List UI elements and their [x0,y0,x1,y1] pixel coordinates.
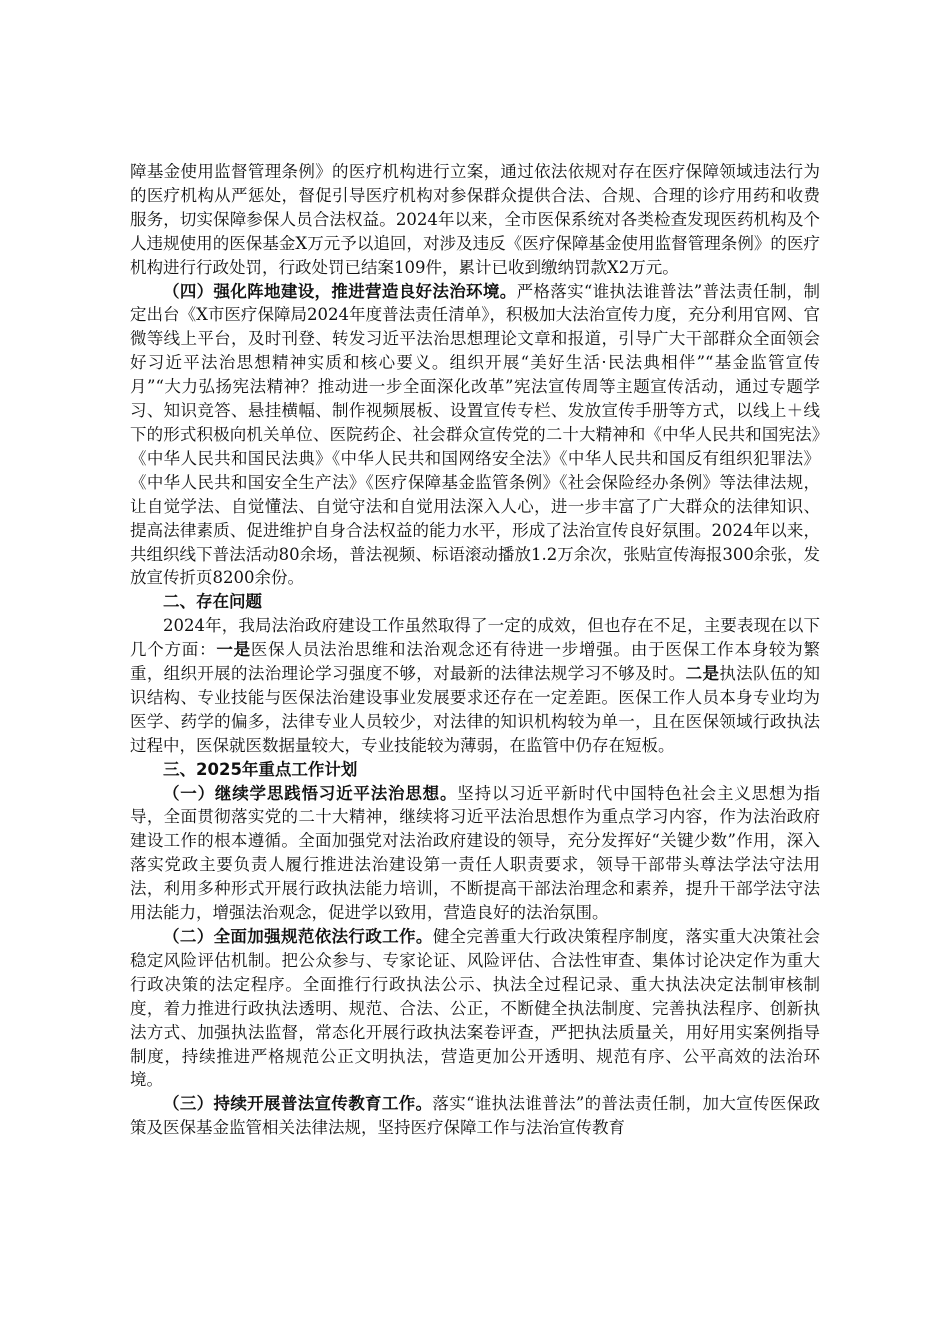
plan-1-body: 坚持以习近平新时代中国特色社会主义思想为指导，全面贯彻落实党的二十大精神，继续将习近平法治思想作为重点学习内容，作为法治政府建设工作的根本遵循。全面加强党对法治政府建设的领导，充分发挥好“关键少数”作用，深入落实党政主要负责人履行推进法治建设第一责任人职责要求，领导干部带头尊法学法守法用法，利用多种形式开展行政执法能力培训，不断提高干部法治理念和素养，提升干部学法守法用法能力，增强法治观念，促进学以致用，营造良好的法治氛围。 [130,783,821,923]
plan-2-lead: （二）全面加强规范依法行政工作。 [163,927,433,946]
heading-2025-plan: 三、2025年重点工作计划 [163,759,358,779]
paragraph-plan-3 [130,1092,820,1140]
problem-1-body: 医保人员法治思维和法治观念还有待进一步增强。由于医保工作本身较为繁重，组织开展的法治理论学习强度不够，对最新的法律法规学习不够及时。 [130,640,821,684]
problem-2-lead: 二是 [685,664,720,684]
paragraph-plan-2 [130,925,820,1092]
plan-3-body: 落实“谁执法谁普法”的普法责任制，加大宣传医保政策及医保基金监管相关法律法规，坚持医疗保障工作与法治宣传教育 [130,1094,821,1138]
paragraph-problems [130,614,820,757]
plan-1-lead: （一）继续学思践悟习近平法治思想。 [163,783,458,803]
paragraph-plan-1 [130,782,820,925]
problem-2-body: 执法队伍的知识结构、专业技能与医保法治建设事业发展要求还存在一定差距。医保工作人员本身专业均为医学、药学的偏多，法律专业人员较少，对法律的知识机构较为单一，且在医保领域行政执法过程中，医保就医数据量较大，专业技能较为薄弱，在监管中仍存在短板。 [130,664,821,755]
paragraph-section-4 [130,280,820,591]
problems-intro: 2024年，我局法治政府建设工作虽然取得了一定的成效，但也存在不足，主要表现在以下几个方面： [130,616,820,660]
plan-3-lead: （三）持续开展普法宣传教育工作。 [163,1094,433,1114]
section-4-lead: （四）强化阵地建设，推进营造良好法治环境。 [163,281,517,301]
paragraph-continuation: 障基金使用监督管理条例》的医疗机构进行立案，通过依法依规对存在医疗保障领域违法行为的医疗机构从严惩处，督促引导医疗机构对参保群众提供合法、合规、合理的诊疗用药和收费服务，切实保障参保人员合法权益。2024年以来，全市医保系统对各类检查发现医药机构及个人违规使用的医保基金X万元予以追回，对涉及违反《医疗保障基金使用监督管理条例》的医疗机构进行行政处罚，行政处罚已结案109件，累计已收到缴纳罚款X2万元。 [130,162,820,277]
plan-2-body: 健全完善重大行政决策程序制度，落实重大决策社会稳定风险评估机制。把公众参与、专家论证、风险评估、合法性审查、集体讨论决定作为重大行政决策的法定程序。全面推行行政执法公示、执法全过程记录、重大执法决定法制审核制度，着力推进行政执法透明、规范、合法、公正，不断健全执法制度、完善执法程序、创新执法方式、加强执法监督，常态化开展行政执法案卷评查，严把执法质量关，用好用实案例指导制度，持续推进严格规范公正文明执法，营造更加公开透明、规范有序、公平高效的法治环境。 [130,927,821,1090]
document-body [130,160,820,1140]
section-4-body: 严格落实“谁执法谁普法”普法责任制，制定出台《X市医疗保障局2024年度普法责任清单》，积极加大法治宣传力度，充分利用官网、官微等线上平台，及时刊登、转发习近平法治思想理论文章和报道，引导广大干部群众全面领会好习近平法治思想精神实质和核心要义。组织开展“美好生活·民法典相伴”“基金监管宣传月”“大力弘扬宪法精神？推动进一步全面深化改革”宪法宣传周等主题宣传活动，通过专题学习、知识竞答、悬挂横幅、制作视频展板、设置宣传专栏、发放宣传手册等方式，以线上＋线下的形式积极向机关单位、医院药企、社会群众宣传党的二十大精神和《中华人民共和国宪法》《中华人民共和国民法典》《中华人民共和国网络安全法》《中华人民共和国反有组织犯罪法》《中华人民共和国安全生产法》《医疗保障基金监管条例》《社会保险经办条例》等法律法规，让自觉学法、自觉懂法、自觉守法和自觉用法深入人心，进一步丰富了广大群众的法律知识、提高法律素质、促进维护自身合法权益的能力水平，形成了法治宣传良好氛围。2024年以来，共组织线下普法活动80余场，普法视频、标语滚动播放1.2万余次，张贴宣传海报300余张，发放宣传折页8200余份。 [130,281,821,588]
problem-1-lead: 一是 [216,640,251,660]
heading-existing-problems: 二、存在问题 [163,592,262,612]
